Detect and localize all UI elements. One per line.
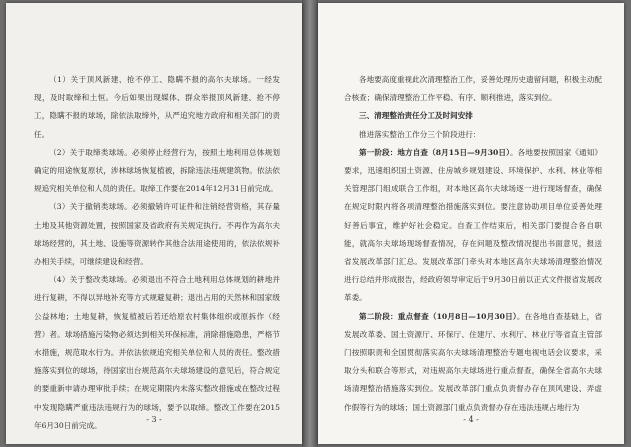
stage-1-paragraph <box>344 144 602 308</box>
section-intro: 推进落实整治工作分三个阶段进行： <box>359 129 481 139</box>
page-number-left: - 3 - <box>146 415 162 424</box>
stage-2-paragraph <box>344 308 602 417</box>
paragraph-3: （3）关于撤销类球场。必须撤销许可证件和注销经营资格，其存量土地及其他资源处置，按照国家及省政府有关规定执行。不再作为高尔夫球场经营的，其土地、设施等资源转作其他合法用途使用的，依法依规补办相关手续，可继续建设和经营。 <box>34 202 280 267</box>
stage-2-label: 第二阶段：重点督查（10月8日—10月30日） <box>359 311 517 321</box>
left-page-body <box>34 71 280 435</box>
stage-2-text: 。在各地自查基础上，省发展改革委、国土资源厅、环保厅、住建厅、水利厅、林业厅等省直主管部门按照职责和全国贯彻落实高尔夫球场清理整治专题电视电话会议要求，采取分头和联合等形式，对违规高尔夫球场进行重点督查，确保全省高尔夫球场清理整治措施落实到位。发展改革部门重点负责督办存在顶风建设、弄虚作假等行为的球场；国土资源部门重点负责督办存在违法违规占地行为 <box>344 311 603 412</box>
paragraph-2: （2）关于取缔类球场。必须停止经营行为，按照土地利用总体规划确定的用途恢复原状，涉林球场恢复植被，拆除违法违规建筑物。依法依规追究相关单位和人员的责任。取缔工作要在2014年12月31日前完成。 <box>34 147 280 194</box>
page-number-right: - 4 - <box>463 415 479 424</box>
stage-1-label: 第一阶段：地方自查（8月15日—9月30日） <box>359 147 510 157</box>
stage-1-text: 。各地要按照国家《通知》要求，迅速组织国土资源、住房城乡规划建设、环境保护、水利、林业等相关管理部门组成联合工作组，对本地区高尔夫球场逐一进行现场督查，确保在规定时限内将各项清理整治措施落实到位。要注意协助项目单位妥善处理好善后事宜，维护好社会稳定。自查工作结束后，相关部门要提合各自职能，就高尔夫球场现场督查情况，存在问题及整改情况提出书面意见，报送省发展改革部门汇总。发展改革部门牵头对本地区高尔夫球场清理整治情况进行总结并形成报告，经政府领导审定后于9月30日前以正式文件报省发展改革委。 <box>344 147 602 303</box>
paragraph-4: （4）关于整改类球场。必须退出不符合土地利用总体规划的耕地并进行复耕，不得以异地补充等方式规避复耕；退出占用的天然林和国家级公益林地；土地复耕，恢复植被后若还给原农村集体组织或原拆作（经营）者。球场措施污染物必须达到相关环保标准，消除措施隐患，严格节水措施，规范取水行为。并依法依规追究相关单位和人员的责任。整改措施落实到位的球场，待国家出台规范高尔夫球场建设的意见后，符合规定的要重新申请办理审批手续；在规定期限内未落实整改措施或在整改过程中发现隐瞒严重违法违规行为的球场，要予以取缔。整改工作要在2015年6月30日前完成。 <box>34 275 280 430</box>
right-page-body <box>344 71 602 417</box>
intro-paragraph: 各地要高度重视此次清理整治工作，妥善处理历史遗留问题，积极主动配合核查；确保清理整治工作平稳、有序、顺利推进，落实到位。 <box>344 75 602 103</box>
left-page <box>6 3 302 444</box>
section-heading: 三、清理整治责任分工及时间安排 <box>359 111 473 121</box>
paragraph-1: （1）关于顶风新建、抢不停工、隐瞒不报的高尔夫球场。一经发现，及时取缔和土恒。今后如果出现媒体、群众举报顶风新建、抢不停工，隐瞒不报的球场，除依法取缔外，从严追究地方政府和相关部门的责任。 <box>34 75 280 139</box>
right-page <box>318 3 624 444</box>
book-gutter <box>302 0 318 447</box>
